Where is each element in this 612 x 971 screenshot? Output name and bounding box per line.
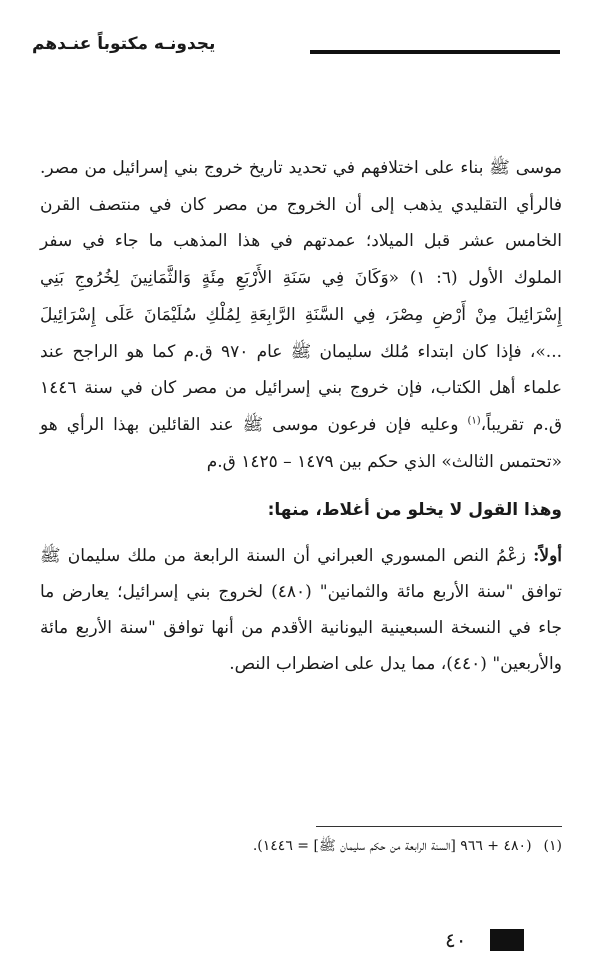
section-heading: وهذا القول لا يخلو من أغلاط، منها: xyxy=(267,500,562,521)
paragraph-exodus-dating xyxy=(40,150,562,480)
footnote xyxy=(40,834,562,858)
running-header xyxy=(32,30,560,70)
footnote-text: (٤٨٠ + ٩٦٦ [السنة الرابعة من حكم سليمان ﷺ] = ١٤٤٦). xyxy=(252,838,532,854)
running-header-title: يجدونـه مكتوباً عنـدهم xyxy=(32,34,216,54)
main-text xyxy=(40,150,562,682)
paragraph-lead: أولاً: xyxy=(533,546,562,567)
header-rule xyxy=(310,50,560,54)
page-number-marker xyxy=(490,929,524,951)
paragraph-text-tail: وعليه فإن فرعون موسى ﷺ عند القائلين بهذا الرأي هو «تحتمس الثالث» الذي حكم بين ١٤٧٩ – ١٤٢٥ ق.م xyxy=(40,414,562,472)
paragraph-text: موسى ﷺ بناء على اختلافهم في تحديد تاريخ خروج بني إسرائيل من مصر. فالرأي التقليدي يذهب إلى أن الخروج من مصر كان في منتصف القرن الخامس عشر قبل الميلاد؛ عمدتهم في هذا المذهب ما جاء في سفر الملوك الأول (٦: ١) «وَكَانَ فِي سَنَةِ الأَرْبَعِ مِئَةٍ وَالثَّمَانِينَ لِخُرُوجِ بَنِي إِسْرَائِيلَ مِنْ أَرْضِ مِصْرَ، فِي السَّنَةِ الرَّابِعَةِ لِمُلْكِ سُلَيْمَانَ عَلَى إِسْرَائِيلَ ...»، فإذا كان ابتداء مُلك سليمان ﷺ عام ٩٧٠ ق.م كما هو الراجح عند علماء أهل الكتاب، فإن خروج بني إسرائيل من مصر كان في سنة ١٤٤٦ ق.م تقريباً، xyxy=(40,158,563,435)
page-number: ٤٠ xyxy=(445,928,467,952)
paragraph-text: زعْمُ النص المسوري العبراني أن السنة الرابعة من ملك سليمان ﷺ توافق "سنة الأربع مائة والثمانين" (٤٨٠) لخروج بني إسرائيل؛ يعارض ما جاء في النسخة السبعينية اليونانية الأقدم من أنها توافق "سنة الأربع مائة والأربعين" (٤٤٠)، مما يدل على اضطراب النص. xyxy=(40,546,562,675)
footnote-reference: (١) xyxy=(467,415,481,427)
footnote-divider xyxy=(316,826,562,827)
footnote-number: (١) xyxy=(543,838,562,854)
paragraph-first-error xyxy=(40,538,562,682)
